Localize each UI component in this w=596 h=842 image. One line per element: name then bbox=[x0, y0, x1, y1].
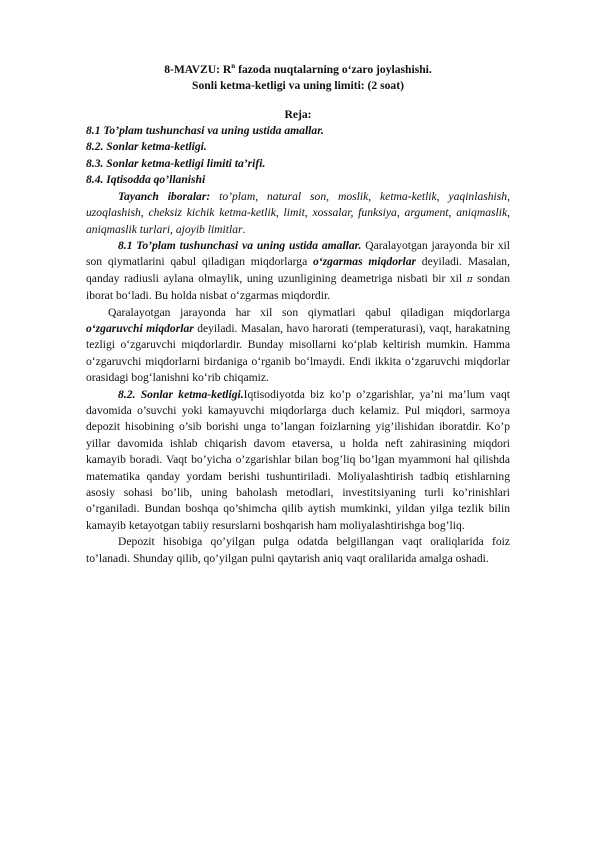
section-8-1-heading: 8.1 To’plam tushunchasi va uning ustida amallar. bbox=[118, 238, 362, 252]
keywords-text: to’plam, natural son, moslik, ketma-ketlik, yaqinlashish, uzoqlashish, cheksiz kichik ketma-ketlik, limit, xossalar, funksiya, argument, aniqmaslik, aniqmaslik turlari, ajoyib limitlar bbox=[86, 189, 510, 236]
title-prefix: 8-MAVZU: R bbox=[164, 62, 232, 76]
document-page bbox=[86, 58, 510, 567]
plan-item-4: 8.4. Iqtisodda qo’llanishi bbox=[86, 173, 206, 187]
section-8-2-paragraph bbox=[86, 387, 510, 535]
term-constant-quantities: o‘zgarmas miqdorlar bbox=[312, 255, 417, 269]
lecture-subtitle: Sonli ketma-ketligi va uning limiti: (2 soat) bbox=[192, 79, 404, 93]
pi-symbol: π bbox=[466, 274, 473, 285]
plan-list bbox=[86, 123, 510, 189]
section-8-1-text-a: Qaralayotgan jarayonda bir xil son qiymatlarini qabul qiladigan miqdorlarga bbox=[86, 238, 510, 269]
title-superscript: n bbox=[231, 62, 236, 70]
variable-text-a: Qaralayotgan jarayonda har xil son qiymatlari qabul qiladigan miqdorlarga bbox=[108, 305, 510, 319]
plan-item-2: 8.2. Sonlar ketma-ketligi. bbox=[86, 140, 207, 154]
title-suffix: fazoda nuqtalarning o‘zaro joylashishi. bbox=[235, 62, 432, 76]
section-8-2-heading: 8.2. Sonlar ketma-ketligi. bbox=[118, 387, 244, 401]
deposit-paragraph: Depozit hisobiga qo’yilgan pulga odatda belgillangan vaqt oraliqlarida foiz to’lanadi. Shunday qilib, qo’yilgan pulni qaytarish aniq vaqt oralilarida amalga oshadi. bbox=[86, 535, 510, 565]
variable-quantities-paragraph bbox=[86, 305, 510, 387]
keywords-paragraph bbox=[86, 189, 510, 238]
keywords-end: . bbox=[242, 222, 246, 236]
plan-item-3: 8.3. Sonlar ketma-ketligi limiti ta’rifi. bbox=[86, 156, 266, 170]
variable-text-b: deyiladi. Masalan, havo harorati (temperaturasi), vaqt, harakatning tezligi o‘zgaruvchi miqdorlardir. Bunday misollarni ko‘plab keltirish mumkin. Hamma o‘zgaruvchi miqdorlarni birdaniga o‘rganib bo‘lmaydi. Endi ikkita o‘zgaruvchi miqdorlar orasidagi bog‘lanishni ko‘rib chiqamiz. bbox=[86, 321, 510, 385]
lecture-title bbox=[86, 58, 510, 78]
plan-item-1: 8.1 To’plam tushunchasi va uning ustida amallar. bbox=[86, 124, 324, 138]
section-8-1-text-c: sondan iborat bo‘ladi. Bu holda nisbat o‘zgarmas miqdordir. bbox=[86, 271, 511, 303]
term-variable-quantities: o‘zgaruvchi miqdorlar bbox=[86, 321, 194, 335]
section-8-1-text-b: deyiladi. Masalan, qanday radiusli aylana olmaylik, uning uzunligining deametriga nisbati bir xil bbox=[86, 255, 510, 285]
keywords-label: Tayanch iboralar: bbox=[118, 189, 211, 203]
section-8-1-paragraph bbox=[86, 238, 510, 305]
section-8-2-text: Iqtisodiyotda biz ko’p o’zgarishlar, ya’ni ma’lum vaqt davomida o’suvchi yoki kamayuvchi miqdorlarga duch kelamiz. Pul miqdori, sarmoya depozit hisobining o’sib borishi unga to’langan foizlarning yig’ilishidan iboratdir. Ko’p yillar davomida ishlab chiqarish davom etaversa, u holda neft zahirasining miqdori kamayib boradi. Vaqt bo’yicha o’zgarishlar bilan bog’liq bo’lgan myammoni hal qilishda matematika qanday yordam berishi tushuntiriladi. Moliyalashtirish tadbiq etishlarning asosiy sohasi bo’lib, uning baholash metodlari, investitsiyaning turli ko’rinishlari o’rganiladi. Bundan boshqa qo’shimcha qilib aytish mumkinki, yildan yilga tezlik bilin kamayib ketayotgan tabiiy resurslarni boshqarish ham moliyalashtirishga bog’liq. bbox=[86, 387, 510, 532]
plan-heading: Reja: bbox=[284, 107, 312, 121]
